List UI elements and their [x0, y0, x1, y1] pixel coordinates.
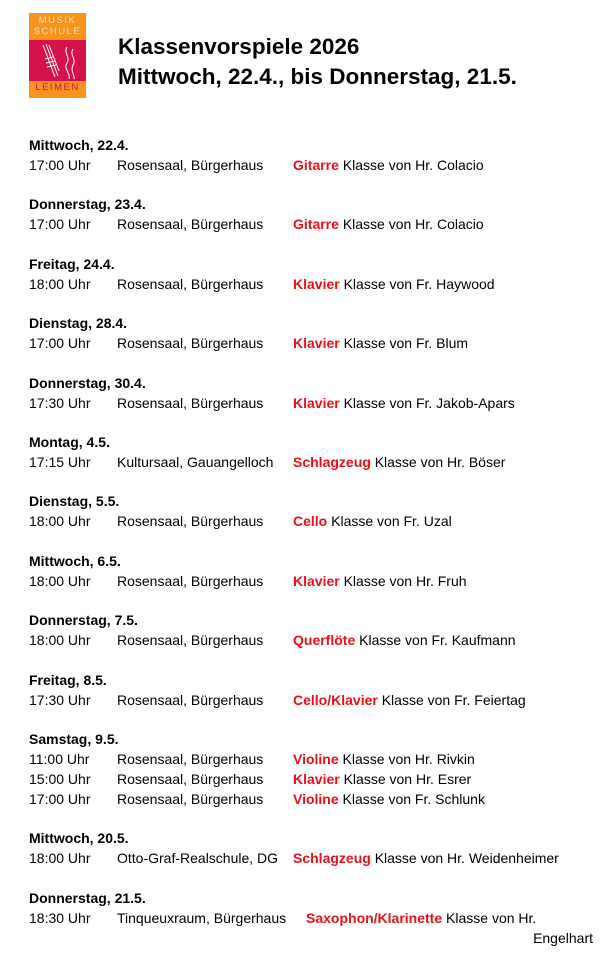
event-instrument: Klavier: [293, 335, 340, 352]
title-line-1: Klassenvorspiele 2026: [118, 34, 360, 59]
event-teacher: Klasse von Hr. Böser: [374, 453, 506, 470]
logo-text-schule: SCHULE: [33, 26, 82, 37]
event-row: [29, 155, 599, 175]
event-time: 18:30 Uhr: [29, 909, 91, 926]
event-teacher: Klasse von Hr. Colacio: [342, 157, 484, 173]
event-row: [29, 511, 599, 531]
event-teacher-continued: Engelhart: [533, 929, 593, 946]
event-time: 17:30 Uhr: [29, 394, 91, 411]
day-group: [29, 828, 599, 868]
event-instrument: Klavier: [293, 572, 340, 589]
event-place: Rosensaal, Bürgerhaus: [117, 572, 264, 589]
event-teacher: Klasse von Hr. Colacio: [342, 216, 484, 233]
event-instrument: Gitarre: [293, 216, 339, 233]
event-time: 18:00 Uhr: [29, 632, 91, 649]
event-teacher: Klasse von Fr. Blum: [343, 335, 469, 352]
event-time: 18:00 Uhr: [29, 850, 91, 867]
event-course: [293, 848, 559, 868]
event-instrument: Violine: [293, 750, 339, 767]
event-course: [293, 571, 467, 591]
event-place: Rosensaal, Bürgerhaus: [117, 691, 264, 708]
event-row: [29, 214, 599, 234]
event-instrument: Saxophon/Klarinette: [306, 909, 443, 926]
day-heading: Montag, 4.5.: [29, 433, 110, 450]
day-heading: Donnerstag, 30.4.: [29, 374, 146, 391]
music-school-logo: [29, 13, 86, 98]
event-place: Rosensaal, Bürgerhaus: [117, 157, 264, 173]
day-heading: Donnerstag, 21.5.: [29, 889, 146, 906]
event-place: Kultursaal, Gauangelloch: [117, 453, 274, 470]
event-course: [293, 749, 475, 769]
event-row: [29, 333, 599, 353]
event-time: 17:15 Uhr: [29, 453, 91, 470]
event-teacher: Klasse von Fr. Uzal: [331, 513, 452, 530]
event-row: [29, 690, 599, 710]
event-course: [293, 452, 505, 472]
event-instrument: Querflöte: [293, 632, 356, 649]
event-teacher: Klasse von Hr. Weidenheimer: [374, 850, 559, 867]
page-title: [118, 32, 517, 92]
event-row: [29, 274, 599, 294]
event-teacher: Klasse von Fr. Jakob-Apars: [343, 394, 515, 411]
event-time: 11:00 Uhr: [29, 750, 90, 767]
event-course: [293, 333, 468, 353]
event-teacher: Klasse von Hr.: [446, 909, 537, 926]
day-heading: Mittwoch, 6.5.: [29, 552, 121, 569]
event-course: [293, 769, 471, 789]
event-instrument: Cello/Klavier: [293, 691, 378, 708]
event-teacher: Klasse von Fr. Haywood: [343, 275, 495, 292]
logo-text-leimen: LEIMEN: [35, 82, 80, 93]
day-heading: Mittwoch, 22.4.: [29, 137, 129, 153]
event-place: Rosensaal, Bürgerhaus: [117, 632, 264, 649]
event-course: [293, 274, 495, 294]
event-course: [293, 393, 515, 413]
event-instrument: Schlagzeug: [293, 850, 371, 867]
event-place: Rosensaal, Bürgerhaus: [117, 335, 264, 352]
event-time: 17:00 Uhr: [29, 790, 91, 807]
event-row: [29, 630, 599, 650]
event-place: Rosensaal, Bürgerhaus: [117, 790, 264, 807]
event-row: [29, 789, 599, 809]
logo-text-musik: MUSIK: [38, 15, 77, 26]
day-group: [29, 551, 599, 591]
day-heading: Dienstag, 5.5.: [29, 493, 120, 510]
event-teacher: Klasse von Hr. Fruh: [343, 572, 467, 589]
event-place: Otto-Graf-Realschule, DG: [117, 850, 279, 867]
event-place: Rosensaal, Bürgerhaus: [117, 216, 264, 233]
event-instrument: Schlagzeug: [293, 453, 371, 470]
event-place: Rosensaal, Bürgerhaus: [117, 513, 264, 530]
event-row: [29, 908, 599, 928]
event-instrument: Violine: [293, 790, 339, 807]
event-teacher: Klasse von Fr. Kaufmann: [359, 632, 516, 649]
day-heading: Mittwoch, 20.5.: [29, 830, 129, 847]
event-row: [29, 452, 599, 472]
event-time: 17:00 Uhr: [29, 335, 91, 352]
day-group: [29, 491, 599, 531]
day-group: [29, 729, 599, 809]
event-row: [29, 393, 599, 413]
event-place: Tinqueuxraum, Bürgerhaus: [117, 909, 287, 926]
day-group: [29, 373, 599, 413]
event-instrument: Cello: [293, 513, 328, 530]
event-time: 17:30 Uhr: [29, 691, 91, 708]
event-teacher: Klasse von Fr. Feiertag: [381, 691, 526, 708]
event-instrument: Klavier: [293, 394, 340, 411]
event-instrument: Gitarre: [293, 157, 339, 173]
day-heading: Samstag, 9.5.: [29, 730, 119, 747]
day-heading: Dienstag, 28.4.: [29, 315, 128, 332]
day-group: [29, 135, 599, 175]
event-course: [293, 155, 484, 175]
day-group: [29, 888, 599, 948]
instrument-drawing-icon: [37, 41, 79, 81]
day-group: [29, 432, 599, 472]
schedule-list: [29, 135, 599, 967]
day-heading: Freitag, 24.4.: [29, 255, 115, 272]
event-time: 15:00 Uhr: [29, 770, 91, 787]
event-course: [293, 690, 526, 710]
event-place: Rosensaal, Bürgerhaus: [117, 750, 264, 767]
event-teacher: Klasse von Fr. Schlunk: [342, 790, 485, 807]
event-time: 18:00 Uhr: [29, 572, 91, 589]
event-course: [293, 214, 484, 234]
event-teacher: Klasse von Hr. Esrer: [343, 770, 472, 787]
event-course: [293, 789, 485, 809]
event-place: Rosensaal, Bürgerhaus: [117, 275, 264, 292]
event-course: [306, 908, 536, 928]
event-course: [293, 630, 516, 650]
event-instrument: Klavier: [293, 275, 340, 292]
event-time: 18:00 Uhr: [29, 513, 91, 530]
event-place: Rosensaal, Bürgerhaus: [117, 770, 264, 787]
day-heading: Donnerstag, 23.4.: [29, 196, 146, 213]
event-row: [29, 571, 599, 591]
day-heading: Freitag, 8.5.: [29, 671, 107, 688]
event-time: 17:00 Uhr: [29, 216, 91, 233]
day-group: [29, 670, 599, 710]
event-row: [29, 749, 599, 769]
title-line-2: Mittwoch, 22.4., bis Donnerstag, 21.5.: [118, 64, 517, 89]
day-group: [29, 610, 599, 650]
event-row: [29, 769, 599, 789]
day-group: [29, 313, 599, 353]
event-row: [29, 848, 599, 868]
event-teacher: Klasse von Hr. Rivkin: [342, 750, 475, 767]
event-time: 18:00 Uhr: [29, 275, 91, 292]
event-instrument: Klavier: [293, 770, 340, 787]
day-heading: Donnerstag, 7.5.: [29, 612, 138, 629]
event-course: [293, 511, 452, 531]
day-group: [29, 194, 599, 234]
event-place: Rosensaal, Bürgerhaus: [117, 394, 264, 411]
event-time: 17:00 Uhr: [29, 157, 91, 173]
day-group: [29, 254, 599, 294]
